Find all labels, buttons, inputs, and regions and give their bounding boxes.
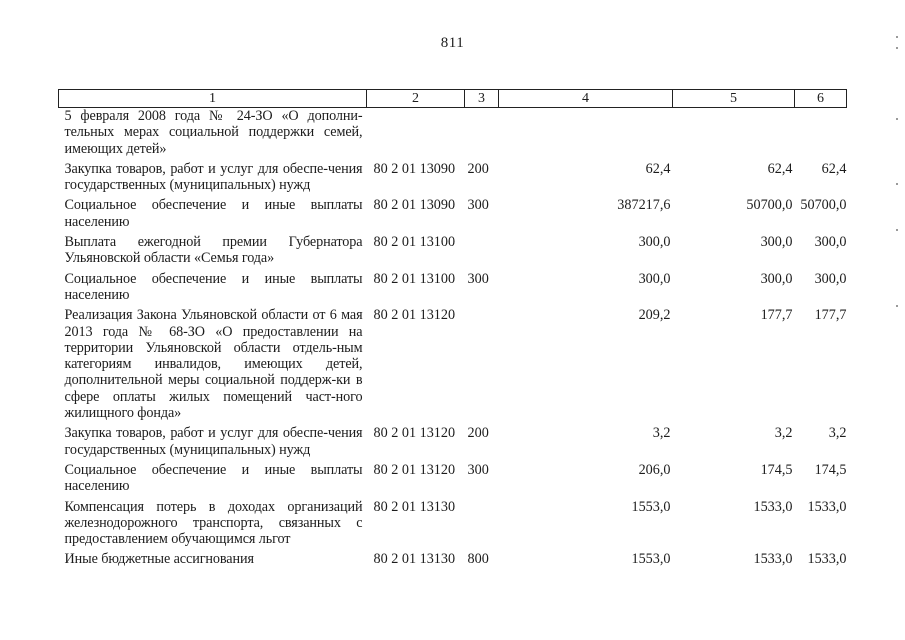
table-row bbox=[59, 307, 847, 425]
row-name: Социальное обеспечение и иные выплаты населению bbox=[64, 270, 363, 303]
table-row bbox=[59, 425, 847, 462]
row-target-code: 80 2 01 13090 bbox=[373, 197, 456, 214]
row-name: Социальное обеспечение и иные выплаты населению bbox=[64, 461, 363, 495]
table-row bbox=[59, 462, 847, 499]
row-expense-type-code: 200 bbox=[467, 160, 489, 177]
column-header-4: 4 bbox=[499, 90, 673, 108]
row-target-code: 80 2 01 13130 bbox=[373, 498, 456, 515]
row-expense-type-code bbox=[465, 499, 499, 552]
row-value-col5: 1533,0 bbox=[753, 551, 793, 568]
row-value-col6 bbox=[795, 108, 847, 161]
scan-speck bbox=[896, 229, 898, 231]
column-header-6: 6 bbox=[795, 90, 847, 108]
scan-speck bbox=[896, 305, 898, 307]
scan-speck bbox=[896, 47, 898, 49]
row-expense-type-code: 300 bbox=[467, 197, 489, 214]
row-value-col5: 174,5 bbox=[760, 461, 793, 478]
row-value-col6: 300,0 bbox=[814, 234, 847, 251]
row-name: Социальное обеспечение и иные выплаты населению bbox=[64, 197, 363, 230]
table-row bbox=[59, 197, 847, 234]
row-expense-type-code bbox=[465, 108, 499, 161]
row-value-col4: 1553,0 bbox=[631, 498, 671, 515]
column-header-5: 5 bbox=[673, 90, 795, 108]
row-target-code bbox=[367, 108, 465, 161]
table-row bbox=[59, 234, 847, 271]
row-value-col4: 62,4 bbox=[645, 160, 671, 177]
row-target-code: 80 2 01 13090 bbox=[373, 160, 456, 177]
row-value-col6: 1533,0 bbox=[807, 551, 847, 568]
row-value-col5 bbox=[673, 108, 795, 161]
page-number: 811 bbox=[440, 35, 465, 51]
column-header-1: 1 bbox=[59, 90, 367, 108]
row-target-code: 80 2 01 13100 bbox=[373, 270, 456, 287]
scan-speck bbox=[896, 36, 898, 38]
row-name: 5 февраля 2008 года № 24-ЗО «О дополни-тельных мерах социальной поддержки семей, имеющих детей» bbox=[64, 108, 363, 157]
table-row bbox=[59, 499, 847, 552]
row-value-col5: 62,4 bbox=[767, 160, 793, 177]
row-value-col5: 50700,0 bbox=[746, 197, 793, 214]
budget-table-container bbox=[58, 89, 846, 568]
table-header-row bbox=[59, 90, 847, 108]
row-expense-type-code: 800 bbox=[467, 551, 489, 568]
row-value-col4: 300,0 bbox=[638, 270, 671, 287]
row-target-code: 80 2 01 13120 bbox=[373, 461, 456, 478]
row-name: Закупка товаров, работ и услуг для обеспе-чения государственных (муниципальных) нужд bbox=[64, 160, 363, 194]
row-name: Иные бюджетные ассигнования bbox=[64, 551, 254, 568]
row-value-col5: 300,0 bbox=[760, 234, 793, 251]
row-value-col6: 174,5 bbox=[814, 461, 847, 478]
table-row bbox=[59, 271, 847, 308]
row-target-code: 80 2 01 13120 bbox=[373, 307, 456, 324]
row-value-col4: 387217,6 bbox=[617, 197, 671, 214]
row-value-col4 bbox=[499, 108, 673, 161]
row-target-code: 80 2 01 13130 bbox=[373, 551, 456, 568]
row-name: Компенсация потерь в доходах организаций железнодорожного транспорта, связанных с предоставлением обучающимся льгот bbox=[64, 498, 363, 548]
row-value-col6: 3,2 bbox=[828, 425, 847, 442]
row-value-col6: 300,0 bbox=[814, 270, 847, 287]
row-value-col4: 300,0 bbox=[638, 234, 671, 251]
row-value-col4: 1553,0 bbox=[631, 551, 671, 568]
row-value-col4: 206,0 bbox=[638, 461, 671, 478]
row-value-col5: 3,2 bbox=[774, 425, 793, 442]
table-row bbox=[59, 551, 847, 567]
scan-speck bbox=[896, 118, 898, 120]
row-expense-type-code: 300 bbox=[467, 270, 489, 287]
row-name: Закупка товаров, работ и услуг для обеспе-чения государственных (муниципальных) нужд bbox=[64, 425, 363, 458]
table-row bbox=[59, 161, 847, 198]
row-target-code: 80 2 01 13120 bbox=[373, 425, 456, 442]
row-value-col5: 177,7 bbox=[760, 307, 793, 324]
row-expense-type-code: 300 bbox=[467, 461, 489, 478]
row-value-col6: 177,7 bbox=[814, 307, 847, 324]
scan-speck bbox=[896, 183, 898, 185]
row-target-code: 80 2 01 13100 bbox=[373, 234, 456, 251]
column-header-3: 3 bbox=[465, 90, 499, 108]
table-row bbox=[59, 108, 847, 161]
row-value-col5: 1533,0 bbox=[753, 498, 793, 515]
row-value-col4: 209,2 bbox=[638, 307, 671, 324]
budget-table bbox=[58, 89, 847, 568]
row-value-col5: 300,0 bbox=[760, 270, 793, 287]
row-expense-type-code: 200 bbox=[467, 425, 489, 442]
column-header-2: 2 bbox=[367, 90, 465, 108]
row-value-col6: 62,4 bbox=[821, 160, 847, 177]
row-name: Реализация Закона Ульяновской области от 6 мая 2013 года № 68-ЗО «О предоставлении на территории Ульяновской области отдель-ным категориям инвалидов, имеющих детей, дополнительной меры социальной поддерж-ки в сфере оплаты жилых помещений част-ного жилищного фонда» bbox=[64, 307, 363, 422]
row-value-col6: 50700,0 bbox=[800, 197, 847, 214]
row-name: Выплата ежегодной премии Губернатора Ульяновской области «Семья года» bbox=[64, 234, 363, 267]
row-expense-type-code bbox=[465, 307, 499, 425]
row-value-col6: 1533,0 bbox=[807, 498, 847, 515]
row-value-col4: 3,2 bbox=[652, 425, 671, 442]
row-expense-type-code bbox=[465, 234, 499, 271]
